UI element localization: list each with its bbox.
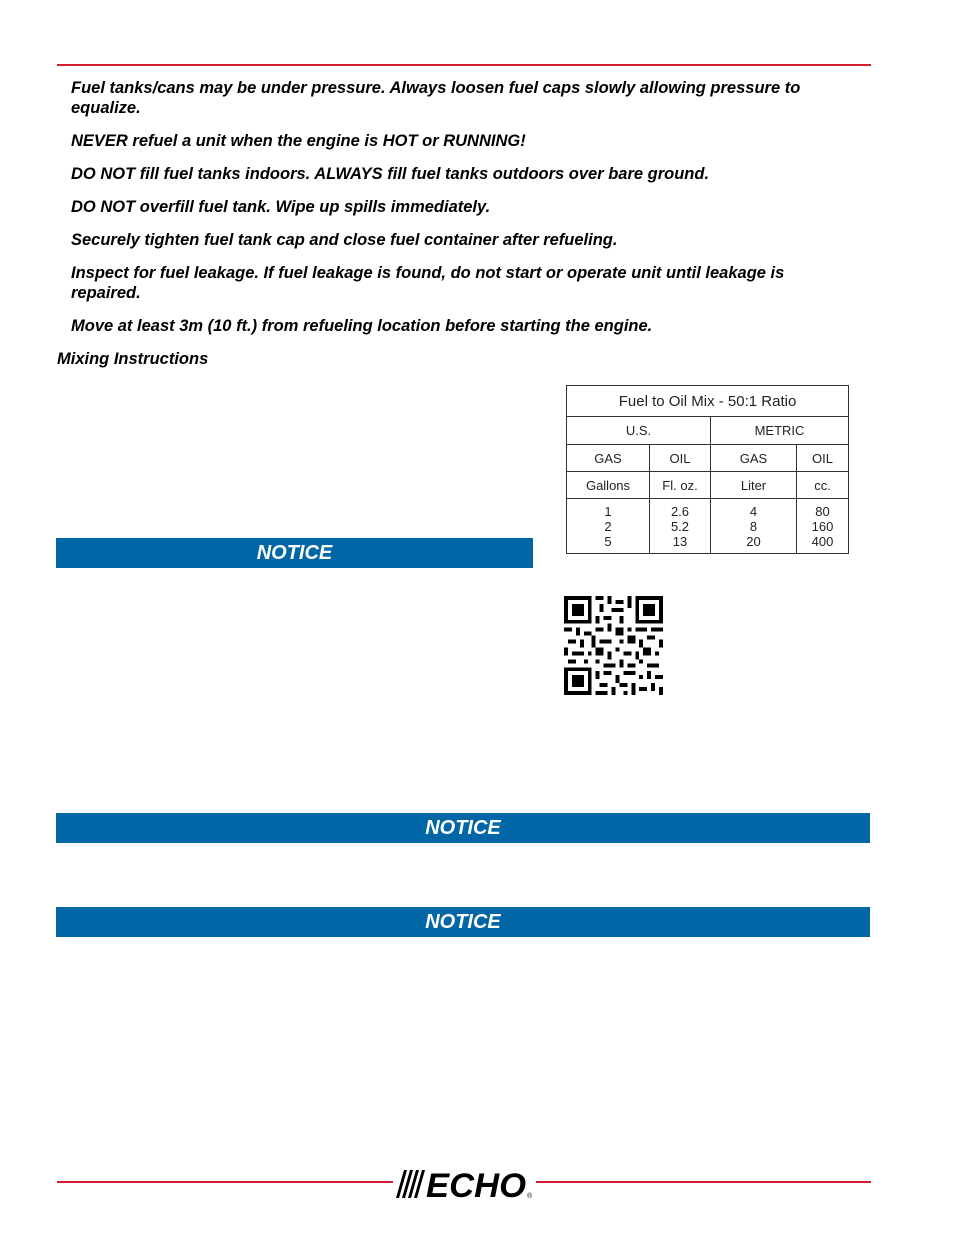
group-us: U.S. [567,417,711,445]
table-cell: 1 [604,503,612,519]
safety-item: NEVER refuel a unit when the engine is HOT or RUNNING! [71,132,526,150]
col-oil-metric: OIL [797,445,849,472]
table-cell: 4 [749,503,758,519]
gallons-values [567,499,650,554]
safety-item: DO NOT fill fuel tanks indoors. ALWAYS fill fuel tanks outdoors over bare ground. [71,165,710,183]
notice-banner: NOTICE [56,907,870,937]
liter-values [711,499,797,554]
echo-logo [392,1165,534,1201]
safety-item: Inspect for fuel leakage. If fuel leakage is found, do not start or operate unit until leakage is repaired. [71,264,785,302]
col-gas-metric: GAS [711,445,797,472]
table-cell: 13 [672,533,688,549]
safety-item: DO NOT overfill fuel tank. Wipe up spills immediately. [71,198,491,216]
unit-cc: cc. [797,472,849,499]
table-cell: 2.6 [670,503,690,519]
footer-rule-right [536,1181,871,1183]
unit-liter: Liter [711,472,797,499]
logo-text: ECHO [426,1167,526,1201]
safety-list [71,78,841,349]
registered-mark: ® [527,1193,533,1200]
table-title: Fuel to Oil Mix - 50:1 Ratio [567,386,849,417]
table-cell: 5 [604,533,612,549]
table-cell: 400 [811,533,834,549]
col-oil-us: OIL [650,445,711,472]
fuel-mix-table [566,385,849,554]
unit-gallons: Gallons [567,472,650,499]
table-cell: 20 [746,533,761,549]
safety-item: Fuel tanks/cans may be under pressure. Always loosen fuel caps slowly allowing pressure to equalize. [71,79,801,117]
table-cell: 5.2 [670,518,690,534]
footer-rule-left [57,1181,393,1183]
col-gas-us: GAS [567,445,650,472]
safety-item: Move at least 3m (10 ft.) from refueling location before starting the engine. [71,317,653,335]
notice-banner: NOTICE [56,538,533,568]
table-cell: 80 [815,503,830,519]
table-cell: 160 [811,518,834,534]
mixing-instructions-heading: Mixing Instructions [57,350,209,368]
safety-item: Securely tighten fuel tank cap and close fuel container after refueling. [71,231,618,249]
cc-values [797,499,849,554]
table-cell: 2 [604,518,612,534]
group-metric: METRIC [711,417,849,445]
qr-code-icon[interactable] [564,596,663,695]
floz-values [650,499,711,554]
notice-banner: NOTICE [56,813,870,843]
top-rule [57,64,871,66]
unit-floz: Fl. oz. [650,472,711,499]
table-cell: 8 [749,518,758,534]
